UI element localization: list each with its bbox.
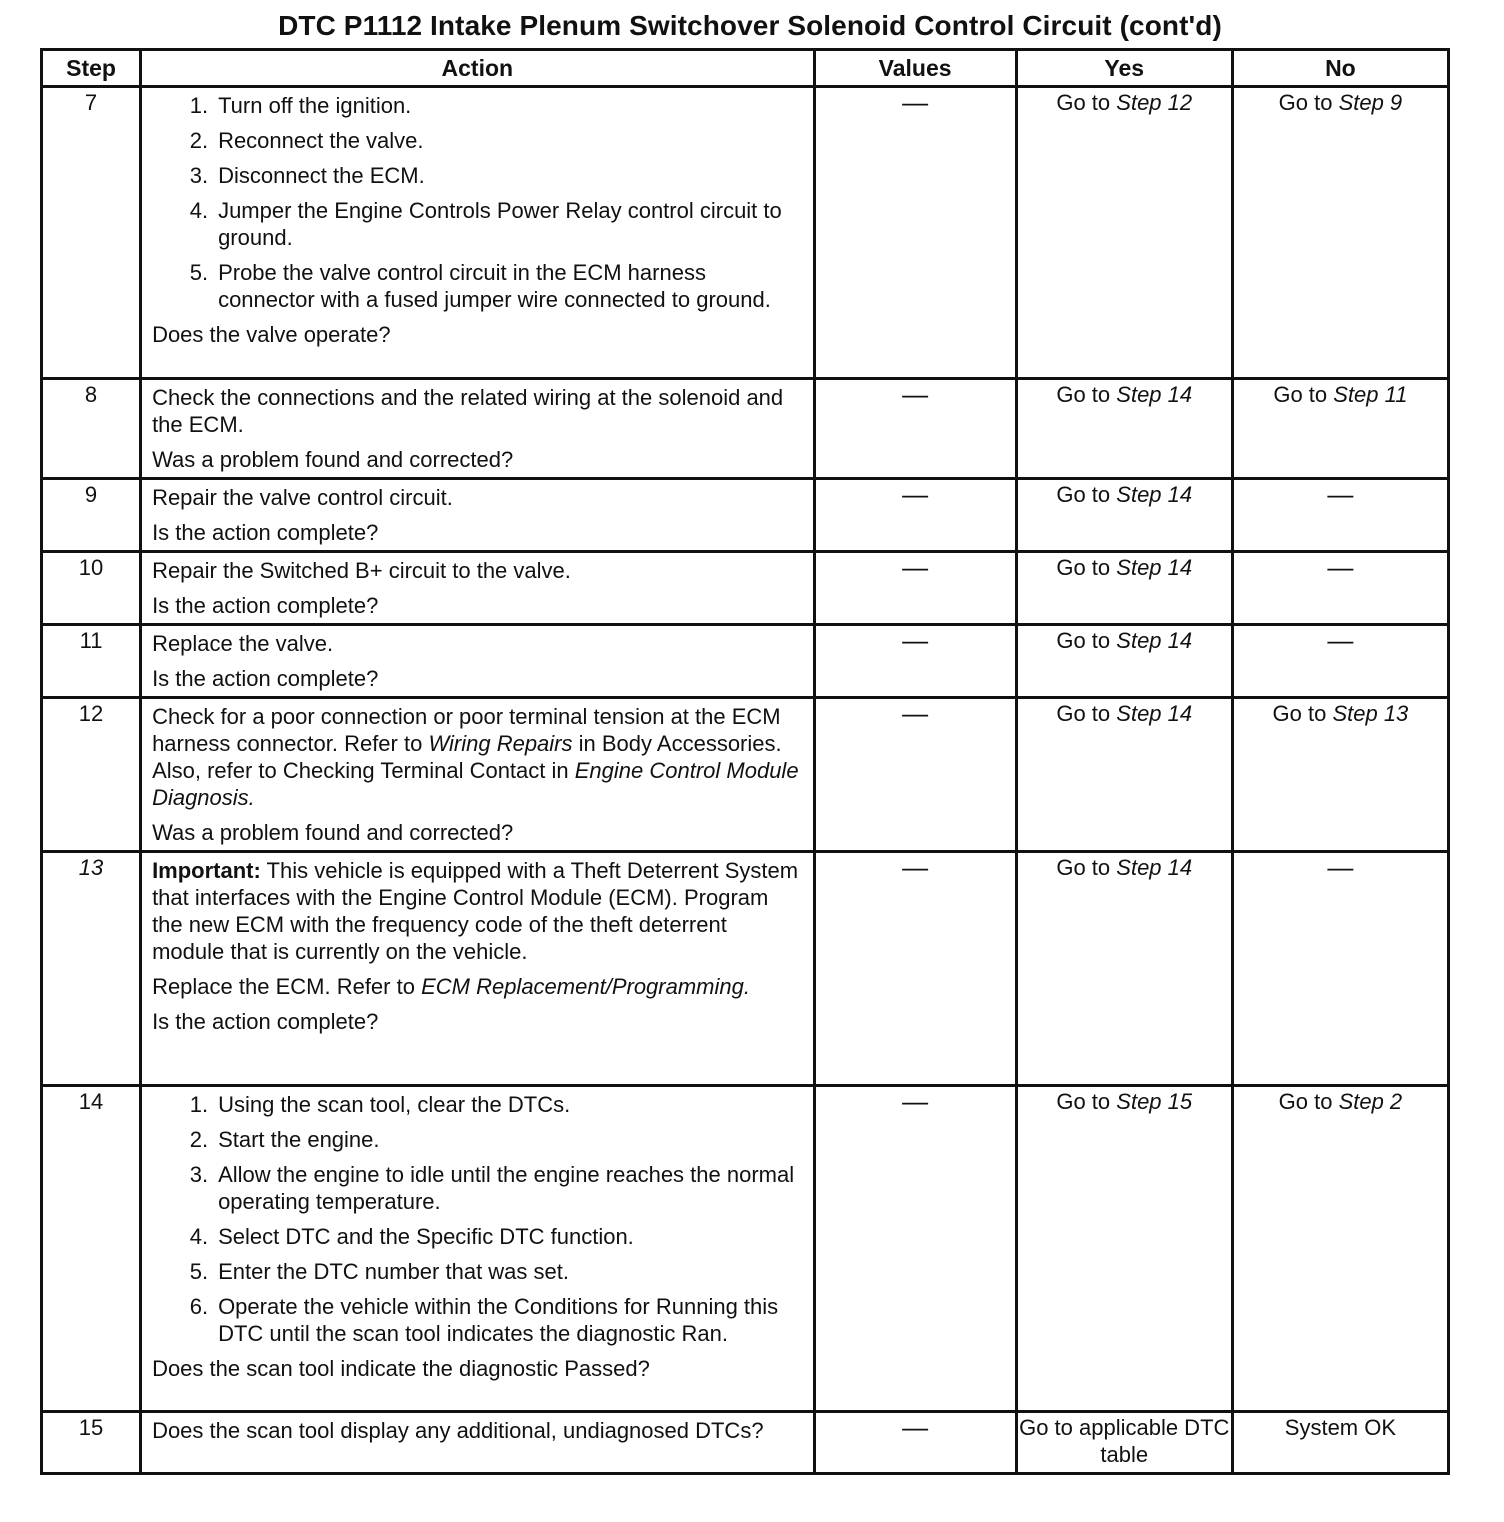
action-cell: Check the connections and the related wiring at the solenoid and the ECM. Was a problem found and corrected? xyxy=(141,379,814,479)
action-question: Is the action complete? xyxy=(152,666,379,691)
no-cell: Go to Step 2 xyxy=(1232,1086,1448,1412)
step-number: 13 xyxy=(42,852,141,1086)
step-number: 9 xyxy=(42,479,141,552)
step-number: 12 xyxy=(42,698,141,852)
action-cell: Repair the valve control circuit. Is the action complete? xyxy=(141,479,814,552)
table-row-step-12 xyxy=(42,698,1449,852)
table-row-step-10 xyxy=(42,552,1449,625)
list-item: 2. Start the engine. xyxy=(189,1127,380,1152)
list-item: 2. Reconnect the valve. xyxy=(189,128,424,153)
values-cell: — xyxy=(814,379,1016,479)
action-question: Is the action complete? xyxy=(152,1009,379,1034)
action-question: Was a problem found and corrected? xyxy=(152,447,514,472)
header-yes: Yes xyxy=(1016,50,1232,87)
action-cell: Check for a poor connection or poor terminal tension at the ECM harness connector. Refer to Wiring Repairs in Body Accessories. Also, refer to Checking Terminal Contact in Engine Control Module Diagnosis. Was a problem found and corrected? xyxy=(141,698,814,852)
no-cell: — xyxy=(1232,552,1448,625)
step-number: 11 xyxy=(42,625,141,698)
action-cell: Repair the Switched B+ circuit to the valve. Is the action complete? xyxy=(141,552,814,625)
action-question: Is the action complete? xyxy=(152,593,379,618)
values-cell: — xyxy=(814,698,1016,852)
action-question: Does the scan tool indicate the diagnostic Passed? xyxy=(152,1356,650,1381)
yes-cell: Go to Step 14 xyxy=(1016,479,1232,552)
values-cell: — xyxy=(814,1412,1016,1474)
header-no: No xyxy=(1232,50,1448,87)
list-item: 3. Allow the engine to idle until the engine reaches the normal operating temperature. xyxy=(189,1162,795,1214)
list-item: 4. Jumper the Engine Controls Power Relay control circuit to ground. xyxy=(189,198,782,250)
important-note: Important: This vehicle is equipped with a Theft Deterrent System that interfaces with the Engine Control Module (ECM). Program the new ECM with the frequency code of the theft deterrent module that is currently on the vehicle. xyxy=(152,858,799,964)
list-item: 6. Operate the vehicle within the Conditions for Running this DTC until the scan tool indicates the diagnostic Ran. xyxy=(189,1294,779,1346)
list-item: 3. Disconnect the ECM. xyxy=(189,163,425,188)
page-title: DTC P1112 Intake Plenum Switchover Solenoid Control Circuit (cont'd) xyxy=(278,10,1222,41)
yes-cell: Go to Step 12 xyxy=(1016,87,1232,379)
step-number: 7 xyxy=(42,87,141,379)
values-cell: — xyxy=(814,87,1016,379)
table-row-step-7 xyxy=(42,87,1449,379)
values-cell: — xyxy=(814,1086,1016,1412)
list-item: 5. Enter the DTC number that was set. xyxy=(189,1259,569,1284)
action-question: Was a problem found and corrected? xyxy=(152,820,514,845)
no-cell: — xyxy=(1232,479,1448,552)
header-values: Values xyxy=(814,50,1016,87)
yes-cell: Go to Step 14 xyxy=(1016,698,1232,852)
step-number: 15 xyxy=(42,1412,141,1474)
list-item: 4. Select DTC and the Specific DTC function. xyxy=(189,1224,634,1249)
values-cell: — xyxy=(814,479,1016,552)
action-question: Does the scan tool display any additional, undiagnosed DTCs? xyxy=(152,1418,764,1443)
yes-cell: Go to Step 14 xyxy=(1016,552,1232,625)
action-cell: Important: This vehicle is equipped with a Theft Deterrent System that interfaces with the Engine Control Module (ECM). Program the new ECM with the frequency code of the theft deterrent module that is currently on the vehicle. Replace the ECM. Refer to ECM Replacement/Programming. Is the action complete? xyxy=(141,852,814,1086)
step-number: 14 xyxy=(42,1086,141,1412)
no-cell: Go to Step 9 xyxy=(1232,87,1448,379)
yes-cell: Go to applicable DTC table xyxy=(1016,1412,1232,1474)
header-action: Action xyxy=(141,50,814,87)
table-row-step-9 xyxy=(42,479,1449,552)
header-step: Step xyxy=(42,50,141,87)
yes-cell: Go to Step 14 xyxy=(1016,379,1232,479)
yes-cell: Go to Step 15 xyxy=(1016,1086,1232,1412)
list-item: 1. Using the scan tool, clear the DTCs. xyxy=(189,1092,571,1117)
diagnostic-table xyxy=(40,48,1450,1475)
action-cell xyxy=(141,87,814,379)
action-cell xyxy=(141,1412,814,1474)
no-cell: — xyxy=(1232,625,1448,698)
table-row-step-14 xyxy=(42,1086,1449,1412)
values-cell: — xyxy=(814,625,1016,698)
yes-cell: Go to Step 14 xyxy=(1016,852,1232,1086)
action-cell: Replace the valve. Is the action complete? xyxy=(141,625,814,698)
action-question: Is the action complete? xyxy=(152,520,379,545)
action-cell xyxy=(141,1086,814,1412)
table-row-step-8 xyxy=(42,379,1449,479)
table-row-step-13 xyxy=(42,852,1449,1086)
header-row xyxy=(42,50,1449,87)
no-cell: Go to Step 13 xyxy=(1232,698,1448,852)
list-item: 1. Turn off the ignition. xyxy=(189,93,412,118)
table-row-step-15 xyxy=(42,1412,1449,1474)
step-number: 8 xyxy=(42,379,141,479)
no-cell: Go to Step 11 xyxy=(1232,379,1448,479)
no-cell: System OK xyxy=(1232,1412,1448,1474)
yes-cell: Go to Step 14 xyxy=(1016,625,1232,698)
no-cell: — xyxy=(1232,852,1448,1086)
values-cell: — xyxy=(814,852,1016,1086)
step-number: 10 xyxy=(42,552,141,625)
table-row-step-11 xyxy=(42,625,1449,698)
values-cell: — xyxy=(814,552,1016,625)
list-item: 5. Probe the valve control circuit in the ECM harness connector with a fused jumper wire connected to ground. xyxy=(189,260,771,312)
action-question: Does the valve operate? xyxy=(152,322,391,347)
